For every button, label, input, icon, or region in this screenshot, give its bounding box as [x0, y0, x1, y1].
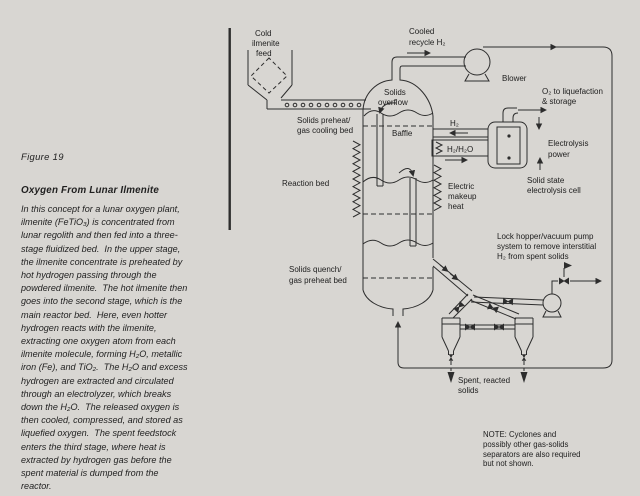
feed-conveyor [267, 100, 371, 109]
bed1-surface [364, 110, 433, 116]
wall-heater-left [353, 141, 360, 217]
svg-text:recycle H₂: recycle H₂ [409, 38, 446, 47]
downcomer-2 [410, 178, 416, 246]
label-solids-preheat: Solids preheat/ [297, 116, 351, 125]
blower [464, 49, 490, 81]
label-cold-ilmenite-feed: Cold [255, 29, 272, 38]
figure-label: Figure 19 [21, 152, 64, 163]
label-electrolysis-power: Electrolysis [548, 139, 589, 148]
svg-text:possibly other gas-solids: possibly other gas-solids [483, 440, 569, 449]
duct-heater-zigzag [436, 142, 442, 154]
svg-text:feed: feed [256, 49, 272, 58]
svg-text:makeup: makeup [448, 192, 477, 201]
label-lock-hopper: Lock hopper/vacuum pump [497, 232, 594, 241]
electrode-dot-bottom [507, 156, 510, 159]
svg-text:ilmenite: ilmenite [252, 39, 280, 48]
label-reaction-bed: Reaction bed [282, 179, 330, 188]
label-note: NOTE: Cyclones and [483, 430, 557, 439]
o2-outlet-pipe [503, 108, 518, 122]
svg-text:gas cooling bed: gas cooling bed [297, 126, 354, 135]
label-electric-makeup-heat: Electric [448, 182, 475, 191]
label-o2-liquefaction: O₂ to liquefaction [542, 87, 603, 96]
downcomer-1 [377, 114, 383, 186]
electrode-dot-top [507, 134, 510, 137]
label-blower: Blower [502, 74, 527, 83]
svg-text:but not shown.: but not shown. [483, 459, 534, 468]
label-solids-overflow: Solids [384, 88, 406, 97]
svg-text:H₂ from spent solids: H₂ from spent solids [497, 252, 569, 261]
svg-text:heat: heat [448, 202, 464, 211]
label-spent-solids: Spent, reacted [458, 376, 511, 385]
svg-text:overflow: overflow [378, 98, 408, 107]
electrolysis-cell-outer [488, 122, 527, 168]
label-solid-state-cell: Solid state [527, 176, 565, 185]
svg-text:solids: solids [458, 386, 479, 395]
spent-solids-arrow-right [521, 372, 528, 383]
overflow-arrow-2 [399, 168, 413, 175]
label-h2: H₂ [450, 119, 459, 128]
spent-solids-piping [433, 259, 543, 331]
lock-hopper-left [442, 318, 460, 383]
svg-text:system to remove interstitial: system to remove interstitial [497, 242, 597, 251]
figure-caption-text: In this concept for a lunar oxygen plant, ilmenite (FeTiO₃) is concentrated from lunar regolith and then fed into a three- stage fluidized bed. In the upper stage, the ilmenite concentrate is preheated by hot hydrogen passing through the powdered ilmenite. The hot ilmenite then goes into the second stage, which is the main reactor bed. Here, even hotter hydrogen reacts with the ilmenite, extracting one oxygen atom from each ilmenite molecule, forming H₂O, metallic iron (Fe), and TiO₂. The H₂O and excess hydrogen are extracted and circulated through an electrolyzer, which breaks down the H₂O. The released oxygen is then cooled, compressed, and stored as liquefied oxygen. The spent feedstock enters the third stage, where heat is extracted by hydrogen gas before the spent material is dumped from the reactor. [21, 204, 188, 492]
svg-text:power: power [548, 150, 570, 159]
wall-heater-right [434, 165, 441, 211]
vacuum-pump [543, 262, 600, 317]
label-h2-h2o: H₂/H₂O [447, 145, 474, 154]
label-baffle: Baffle [392, 129, 413, 138]
electrolysis-section [432, 108, 545, 170]
column-rule [229, 28, 231, 230]
svg-text:electrolysis cell: electrolysis cell [527, 186, 581, 195]
bed2-surface [363, 177, 433, 183]
bed3-surface [363, 240, 433, 246]
figure-title: Oxygen From Lunar Ilmenite [21, 185, 160, 196]
valve-flag [564, 262, 572, 269]
discharge-valve [559, 278, 569, 285]
svg-text:& storage: & storage [542, 97, 577, 106]
label-cooled-recycle-h2: Cooled [409, 27, 435, 36]
lock-hopper-right [515, 318, 533, 383]
svg-text:gas preheat bed: gas preheat bed [289, 276, 347, 285]
label-solids-quench: Solids quench/ [289, 265, 342, 274]
spent-solids-arrow-left [448, 372, 455, 383]
svg-text:separators are also required: separators are also required [483, 450, 581, 459]
